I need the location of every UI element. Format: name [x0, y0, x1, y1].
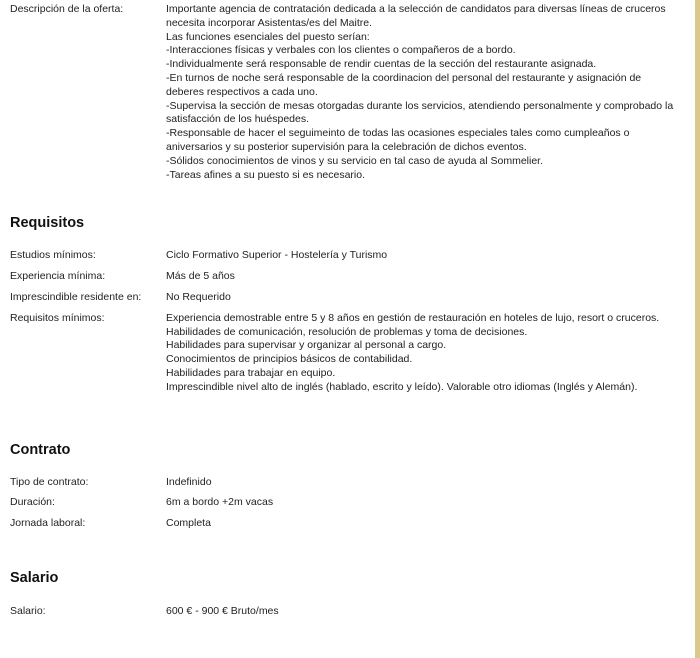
jornada-row — [10, 517, 690, 531]
tipo-contrato-value: Indefinido — [166, 475, 212, 488]
duracion-value: 6m a bordo +2m vacas — [166, 496, 274, 509]
residente-label: Imprescindible residente en: — [10, 290, 142, 303]
requisito-line: Habilidades para supervisar y organizar al personal a cargo. — [166, 339, 447, 352]
requisitos-minimos-text — [166, 312, 690, 395]
offer-line: necesita incorporar Asistentas/es del Maitre. — [166, 16, 373, 29]
requisito-line: Habilidades para trabajar en equipo. — [166, 366, 336, 379]
offer-line: -Sólidos conocimientos de vinos y su servicio en tal caso de ayuda al Sommelier. — [166, 154, 544, 167]
tipo-contrato-row — [10, 476, 690, 490]
offer-line: -Supervisa la sección de mesas otorgadas durante los servicios, atendiendo personalmente y comprobado la — [166, 99, 674, 112]
offer-description-row — [10, 3, 690, 182]
offer-description-text — [166, 3, 690, 182]
requisito-line: Imprescindible nivel alto de inglés (hablado, escrito y leído). Valorable otro idiomas (Inglés y Alemán). — [166, 380, 638, 393]
offer-line: -Responsable de hacer el seguimeinto de todas las ocasiones especiales tales como cumpleaños o — [166, 127, 630, 140]
salario-heading: Salario — [10, 569, 59, 586]
page-right-border — [695, 0, 700, 658]
residente-row — [10, 291, 690, 305]
experiencia-value: Más de 5 años — [166, 270, 235, 283]
salario-label: Salario: — [10, 604, 46, 617]
duracion-label: Duración: — [10, 496, 55, 509]
requisito-line: Conocimientos de principios básicos de contabilidad. — [166, 353, 413, 366]
offer-line: -Individualmente será responsable de rendir cuentas de la sección del restaurante asignada. — [166, 58, 597, 71]
jornada-label: Jornada laboral: — [10, 517, 86, 530]
offer-line: Importante agencia de contratación dedicada a la selección de candidatos para diversas líneas de cruceros — [166, 3, 666, 15]
offer-description-label: Descripción de la oferta: — [10, 3, 124, 15]
duracion-row — [10, 496, 690, 510]
contrato-heading: Contrato — [10, 441, 71, 458]
offer-line: deberes respectivos a cada uno. — [166, 85, 318, 98]
offer-line: -En turnos de noche será responsable de la coordinacion del personal del restaurante y asignación de — [166, 71, 642, 84]
requisito-line: Habilidades de comunicación, resolución de problemas y toma de decisiones. — [166, 325, 528, 338]
estudios-row — [10, 249, 690, 263]
experiencia-row — [10, 270, 690, 284]
experiencia-label: Experiencia mínima: — [10, 270, 106, 283]
offer-line: -Interacciones físicas y verbales con los clientes o compañeros de a bordo. — [166, 44, 516, 57]
residente-value: No Requerido — [166, 290, 231, 303]
jornada-value: Completa — [166, 517, 211, 530]
offer-line: aniversarios y su posterior supervisión para la celebración de dichos eventos. — [166, 140, 527, 153]
salario-row — [10, 605, 690, 619]
offer-line: Las funciones esenciales del puesto serían: — [166, 30, 370, 43]
requisito-line: Experiencia demostrable entre 5 y 8 años en gestión de restauración en hoteles de lujo, resort o cruceros. — [166, 311, 660, 324]
job-offer-details — [10, 0, 690, 619]
estudios-value: Ciclo Formativo Superior - Hostelería y Turismo — [166, 249, 388, 262]
tipo-contrato-label: Tipo de contrato: — [10, 475, 89, 488]
offer-line: satisfacción de los huéspedes. — [166, 113, 310, 126]
requisitos-heading: Requisitos — [10, 215, 85, 232]
requisitos-minimos-row — [10, 312, 690, 395]
salario-value: 600 € - 900 € Bruto/mes — [166, 604, 279, 617]
estudios-label: Estudios mínimos: — [10, 249, 96, 262]
offer-line: -Tareas afines a su puesto si es necesario. — [166, 168, 366, 181]
requisitos-minimos-label: Requisitos mínimos: — [10, 311, 105, 324]
